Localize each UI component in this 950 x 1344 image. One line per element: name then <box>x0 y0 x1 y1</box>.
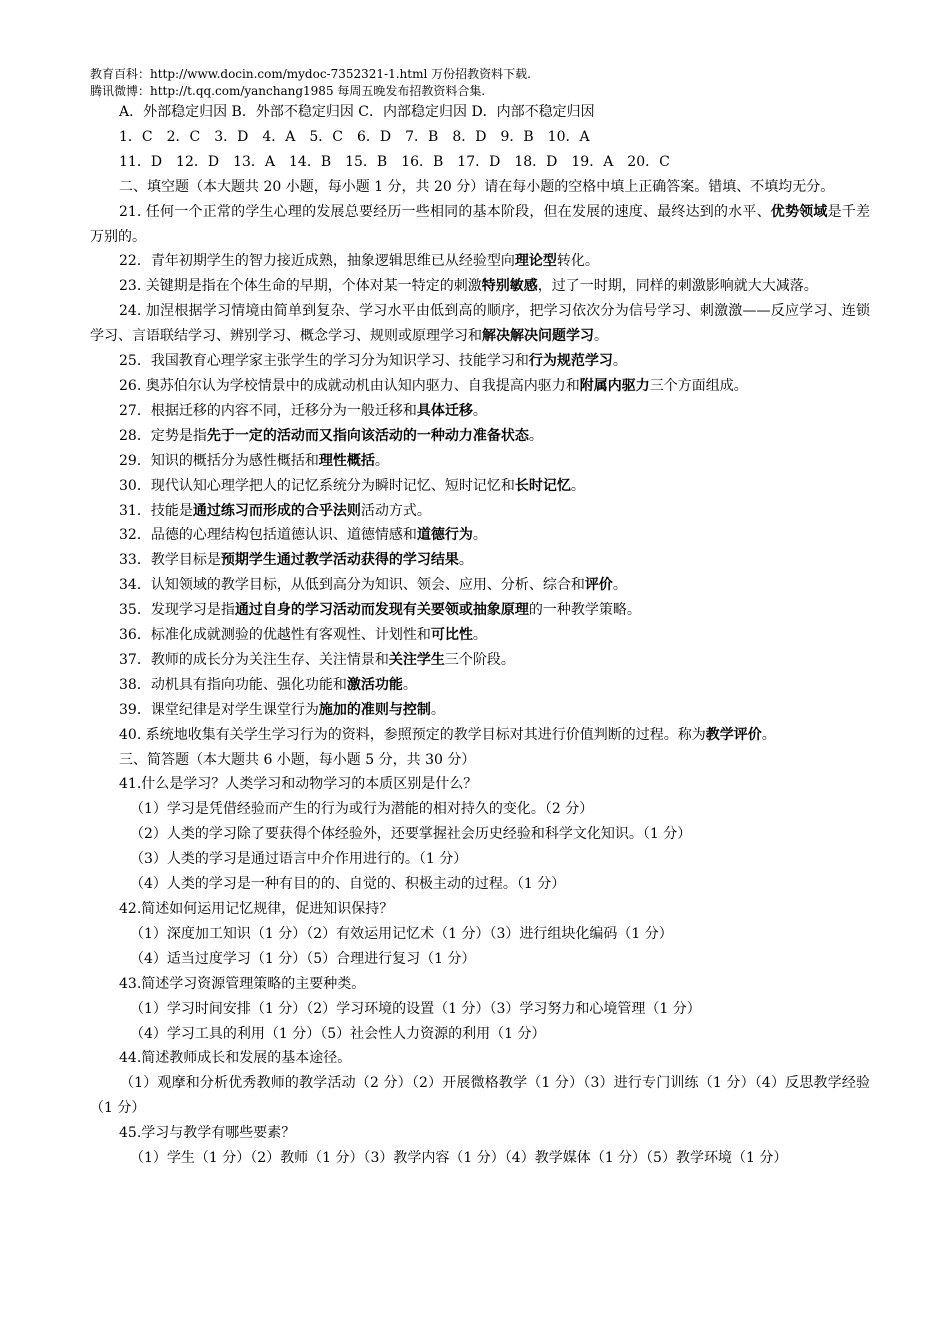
answer-line: （3）人类的学习是通过语言中介作用进行的。（1 分） <box>130 851 468 868</box>
answer-line: （1）学生（1 分）（2）教师（1 分）（3）教学内容（1 分）（4）教学媒体（1 分）（5）教学环境（1 分） <box>130 1150 788 1167</box>
question-text: 43.简述学习资源管理策略的主要种类。 <box>119 975 366 992</box>
answer-line: （1）观摩和分析优秀教师的教学活动（2 分）（2）开展微格教学（1 分）（3）进行专门训练（1 分）（4）反思教学经验（1 分） <box>90 1075 870 1117</box>
fill-item-38: 38．动机具有指向功能、强化功能和激活功能。 <box>119 676 417 693</box>
fill-item-36: 36．标准化成就测验的优越性有客观性、计划性和可比性。 <box>119 627 487 644</box>
fill-item-40: 40. 系统地收集有关学生学习行为的资料，参照预定的教学目标对其进行价值判断的过程。称为教学评价。 <box>119 726 776 743</box>
page-header <box>90 66 870 100</box>
section2-title: 二、填空题（本大题共 20 小题，每小题 1 分，共 20 分）请在每小题的空格中填上正确答案。错填、不填均无分。 <box>119 178 835 195</box>
question-43 <box>90 972 870 1047</box>
question-text: 42.简述如何运用记忆规律，促进知识保持？ <box>119 901 394 917</box>
fill-item-23: 23. 关键期是指在个体生命的早期，个体对某一特定的刺激特别敏感，过了一时期，同样的刺激影响就大大减落。 <box>119 278 818 295</box>
answer-line: （2）人类的学习除了要获得个体经验外，还要掌握社会历史经验和科学文化知识。（1 分） <box>130 826 692 843</box>
answers-line-1: 1．C 2．C 3．D 4．A 5．C 6．D 7．B 8．D 9．B 10．A <box>119 128 590 145</box>
fill-item-35: 35．发现学习是指通过自身的学习活动而发现有关要领或抽象原理的一种教学策略。 <box>119 602 641 619</box>
answer-line: （1）学习时间安排（1 分）（2）学习环境的设置（1 分）（3）学习努力和心境管理（1 分） <box>130 1000 701 1017</box>
fill-item-34: 34．认知领域的教学目标，从低到高分为知识、领会、应用、分析、综合和评价。 <box>119 577 627 594</box>
answer-line: （1）学习是凭借经验而产生的行为或行为潜能的相对持久的变化。（2 分） <box>130 801 594 818</box>
fill-item-22: 22．青年初期学生的智力接近成熟，抽象逻辑思维已从经验型向理论型转化。 <box>119 253 599 270</box>
options-line: A．外部稳定归因 B．外部不稳定归因 C．内部稳定归因 D．内部不稳定归因 <box>119 104 595 120</box>
header-line-1: 教育百科：http://www.docin.com/mydoc-7352321-1.html 万份招教资料下载. <box>90 67 531 81</box>
section3-title: 三、简答题（本大题共 6 小题，每小题 5 分，共 30 分） <box>119 751 476 768</box>
fill-item-31: 31．技能是通过练习而形成的合乎法则活动方式。 <box>119 502 431 519</box>
question-42 <box>90 897 870 972</box>
fill-item-28: 28．定势是指先于一定的活动而又指向该活动的一种动力准备状态。 <box>119 427 543 444</box>
fill-in-list <box>90 200 870 748</box>
answer-line: （4）适当过度学习（1 分）（5）合理进行复习（1 分） <box>130 950 476 967</box>
fill-item-30: 30．现代认知心理学把人的记忆系统分为瞬时记忆、短时记忆和长时记忆。 <box>119 477 585 494</box>
fill-item-24: 24. 加涅根据学习情境由简单到复杂、学习水平由低到高的顺序，把学习依次分为信号学习、刺激激——反应学习、连锁学习、言语联结学习、辨别学习、概念学习、规则或原理学习和解决解决问题学习。 <box>90 303 870 345</box>
question-44 <box>90 1046 870 1121</box>
fill-item-32: 32．品德的心理结构包括道德认识、道德情感和道德行为。 <box>119 527 487 544</box>
answer-line: （1）深度加工知识（1 分）（2）有效运用记忆术（1 分）（3）进行组块化编码（1 分） <box>130 925 673 942</box>
fill-item-25: 25．我国教育心理学家主张学生的学习分为知识学习、技能学习和行为规范学习。 <box>119 353 627 370</box>
fill-item-27: 27．根据迁移的内容不同，迁移分为一般迁移和具体迁移。 <box>119 402 487 419</box>
fill-item-21: 21. 任何一个正常的学生心理的发展总要经历一些相同的基本阶段，但在发展的速度、最终达到的水平、优势领域是千差万别的。 <box>90 203 871 245</box>
answer-line: （4）学习工具的利用（1 分）（5）社会性人力资源的利用（1 分） <box>130 1025 546 1042</box>
document-page <box>90 66 870 1171</box>
fill-item-39: 39．课堂纪律是对学生课堂行为施加的准则与控制。 <box>119 701 445 718</box>
fill-item-26: 26. 奥苏伯尔认为学校情景中的成就动机由认知内驱力、自我提高内驱力和附属内驱力三个方面组成。 <box>119 377 748 394</box>
header-line-2: 腾讯微博：http://t.qq.com/yanchang1985 每周五晚发布招教资料合集. <box>90 84 486 98</box>
question-text: 45.学习与教学有哪些要素？ <box>119 1125 296 1142</box>
fill-item-33: 33．教学目标是预期学生通过教学活动获得的学习结果。 <box>119 552 473 569</box>
fill-item-29: 29．知识的概括分为感性概括和理性概括。 <box>119 452 389 469</box>
fill-item-37: 37．教师的成长分为关注生存、关注情景和关注学生三个阶段。 <box>119 651 515 668</box>
question-41 <box>90 772 870 897</box>
question-text: 44.简述教师成长和发展的基本途径。 <box>119 1050 352 1067</box>
question-45 <box>90 1121 870 1171</box>
answer-line: （4）人类的学习是一种有目的的、自觉的、积极主动的过程。（1 分） <box>130 876 566 893</box>
answers-line-2: 11．D 12．D 13．A 14．B 15．B 16．B 17．D 18．D 19．A 20．C <box>119 153 670 170</box>
question-text: 41.什么是学习？人类学习和动物学习的本质区别是什么？ <box>119 776 478 793</box>
